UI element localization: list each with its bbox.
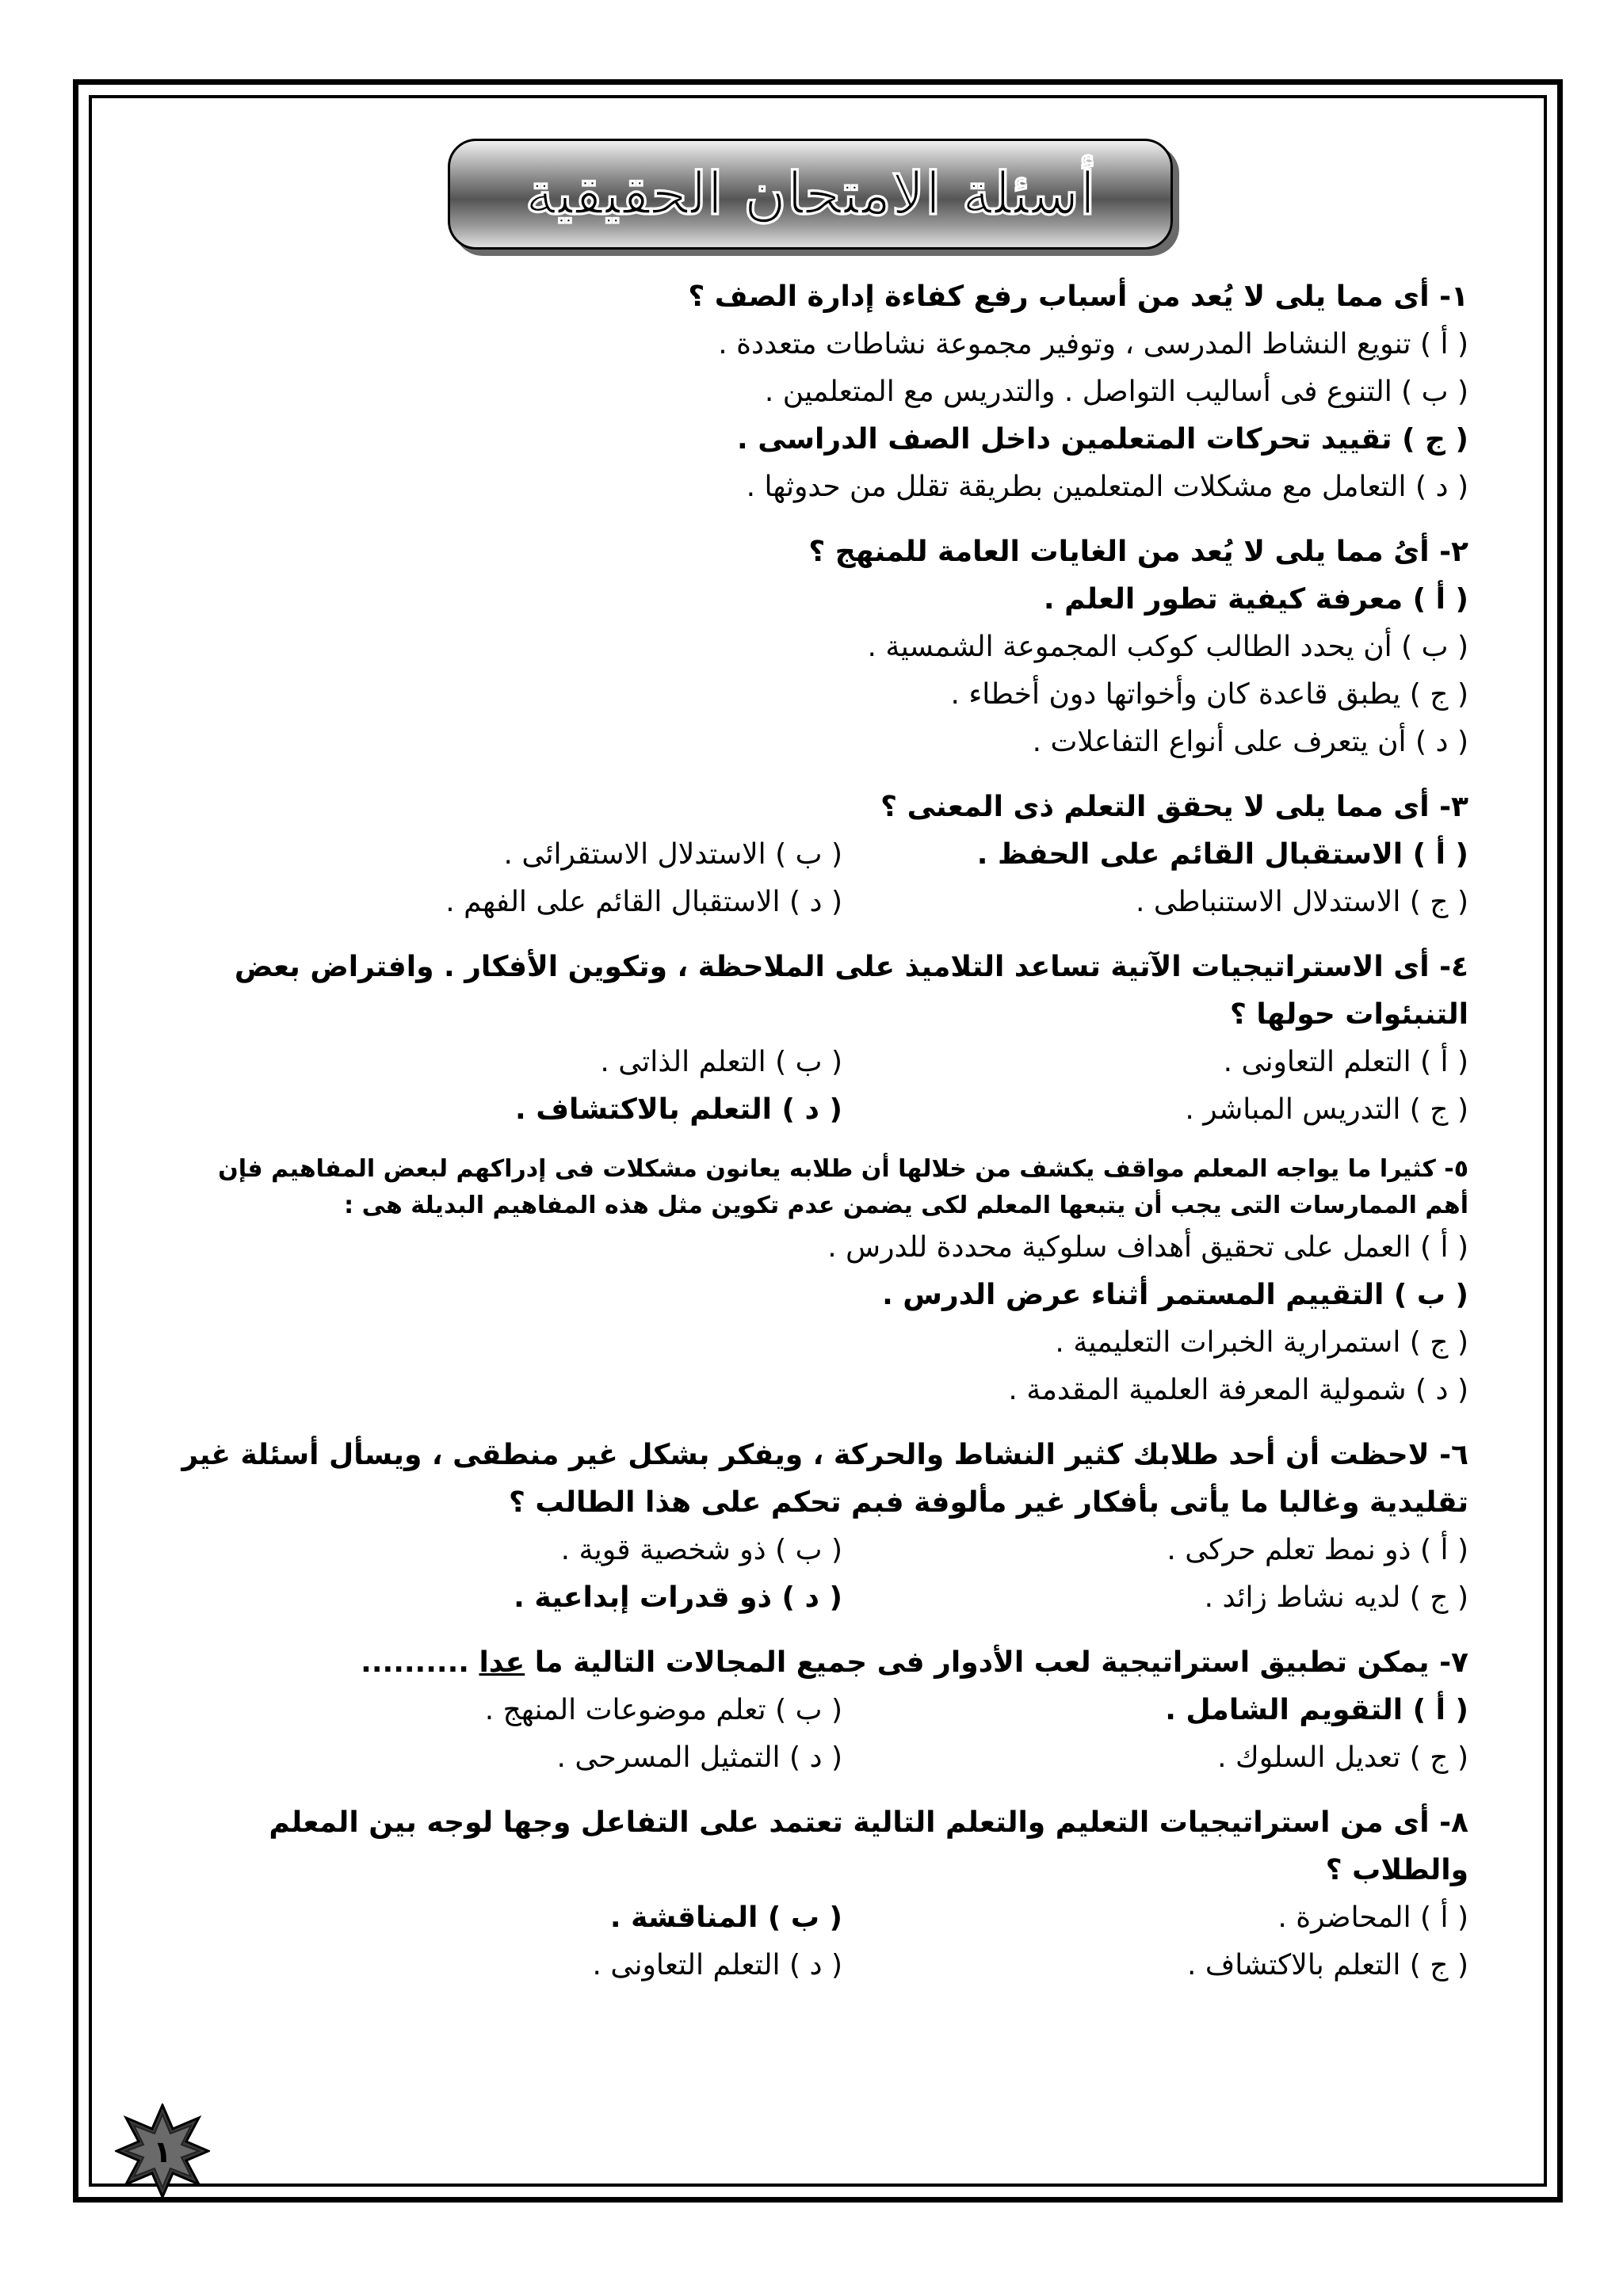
options-row [169,1039,1468,1086]
option-c: ( ج ) يطبق قاعدة كان وأخواتها دون أخطاء . [950,678,1468,711]
options-row [169,879,1468,926]
option-d: ( د ) شمولية المعرفة العلمية المقدمة . [1008,1374,1468,1406]
question-text: ٥- كثيرا ما يواجه المعلم مواقف يكشف من خلالها أن طلابه يعانون مشكلات فى إدراكهم لبعض المفاهيم فإن أهم الممارسات التى يجب أن يتبعها المعلم لكى يضمن عدم تكوين مثل هذه المفاهيم البديلة هى : [218,1155,1468,1219]
option-a-correct: ( أ ) التقويم الشامل . [1165,1694,1468,1726]
option-d-correct: ( د ) التعلم بالاكتشاف . [515,1093,842,1126]
option-c: ( ج ) استمرارية الخبرات التعليمية . [1055,1326,1468,1359]
question-6 [169,1432,1468,1622]
option-a: ( أ ) المحاضرة . [1277,1901,1468,1934]
question-text: ٤- أى الاستراتيجيات الآتية تساعد التلاميذ على الملاحظة ، وتكوين الأفكار . وافتراض بعض التنبئوات حولها ؟ [234,951,1468,1031]
title-banner [448,139,1173,250]
options-row [169,1894,1468,1942]
option-c: ( ج ) الاستدلال الاستنباطى . [1135,886,1468,918]
question-text: ٣- أى مما يلى لا يحقق التعلم ذى المعنى ؟ [880,791,1468,823]
option-d: ( د ) الاستقبال القائم على الفهم . [445,886,842,918]
question-2 [169,528,1468,766]
question-text [169,1639,1468,1687]
option-a-correct: ( أ ) الاستقبال القائم على الحفظ . [976,838,1468,871]
question-text-start: ٧- يمكن تطبيق استراتيجية لعب الأدوار فى جميع المجالات التالية ما [525,1646,1468,1679]
option-c-correct: ( ج ) تقييد تحركات المتعلمين داخل الصف الدراسى . [737,423,1468,456]
question-text: ٦- لاحظت أن أحد طلابك كثير النشاط والحركة ، ويفكر بشكل غير منطقى ، ويسأل أسئلة غير تقليدية وغالبا ما يأتى بأفكار غير مألوفة فبم تحكم على هذا الطالب ؟ [181,1439,1468,1519]
option-c: ( ج ) لديه نشاط زائد . [1204,1581,1468,1614]
options-row [169,831,1468,879]
question-text: ٢- أىُ مما يلى لا يُعد من الغايات العامة للمنهج ؟ [808,536,1468,568]
options-row [169,1687,1468,1734]
option-b: ( ب ) التعلم الذاتى . [600,1046,842,1078]
question-5 [169,1151,1468,1414]
option-c: ( ج ) التدريس المباشر . [1185,1093,1468,1126]
option-a: ( أ ) العمل على تحقيق أهداف سلوكية محددة للدرس . [827,1231,1468,1264]
question-3 [169,784,1468,926]
question-text-underlined: عدا [479,1646,525,1679]
question-7 [169,1639,1468,1782]
option-b: ( ب ) أن يحدد الطالب كوكب المجموعة الشمسية . [867,631,1468,663]
page-number: ١ [153,2134,172,2169]
option-b: ( ب ) الاستدلال الاستقرائى . [503,838,842,871]
option-d: ( د ) التمثيل المسرحى . [556,1741,842,1774]
option-a: ( أ ) تنويع النشاط المدرسى ، وتوفير مجموعة نشاطات متعددة . [718,328,1468,360]
questions-container [169,273,1468,2007]
options-row [169,1086,1468,1134]
options-row [169,1734,1468,1782]
question-text-end: .......... [361,1646,479,1679]
option-d: ( د ) التعلم التعاونى . [592,1949,842,1981]
option-d: ( د ) التعامل مع مشكلات المتعلمين بطريقة تقلل من حدوثها . [746,471,1468,503]
option-a: ( أ ) التعلم التعاونى . [1223,1046,1468,1078]
option-b-correct: ( ب ) التقييم المستمر أثناء عرض الدرس . [882,1279,1468,1311]
question-1 [169,273,1468,511]
question-4 [169,944,1468,1134]
options-row [169,1574,1468,1622]
option-b: ( ب ) تعلم موضوعات المنهج . [484,1694,842,1726]
option-d: ( د ) أن يتعرف على أنواع التفاعلات . [1032,726,1468,758]
question-8 [169,1799,1468,1989]
option-c: ( ج ) تعديل السلوك . [1217,1741,1468,1774]
option-a: ( أ ) ذو نمط تعلم حركى . [1167,1534,1468,1566]
question-text: ١- أى مما يلى لا يُعد من أسباب رفع كفاءة إدارة الصف ؟ [688,280,1468,313]
option-b-correct: ( ب ) المناقشة . [609,1901,842,1934]
options-row [169,1527,1468,1574]
options-row [169,1942,1468,1989]
option-c: ( ج ) التعلم بالاكتشاف . [1187,1949,1468,1981]
option-d-correct: ( د ) ذو قدرات إبداعية . [514,1581,842,1614]
question-text: ٨- أى من استراتيجيات التعليم والتعلم التالية تعتمد على التفاعل وجها لوجه بين المعلم والطلاب ؟ [269,1806,1468,1886]
option-a-correct: ( أ ) معرفة كيفية تطور العلم . [1043,583,1468,616]
page-title: أسئلة الامتحان الحقيقية [525,160,1096,228]
option-b: ( ب ) التنوع فى أساليب التواصل . والتدريس مع المتعلمين . [764,376,1468,408]
option-b: ( ب ) ذو شخصية قوية . [560,1534,842,1566]
page-number-badge [115,2103,210,2199]
